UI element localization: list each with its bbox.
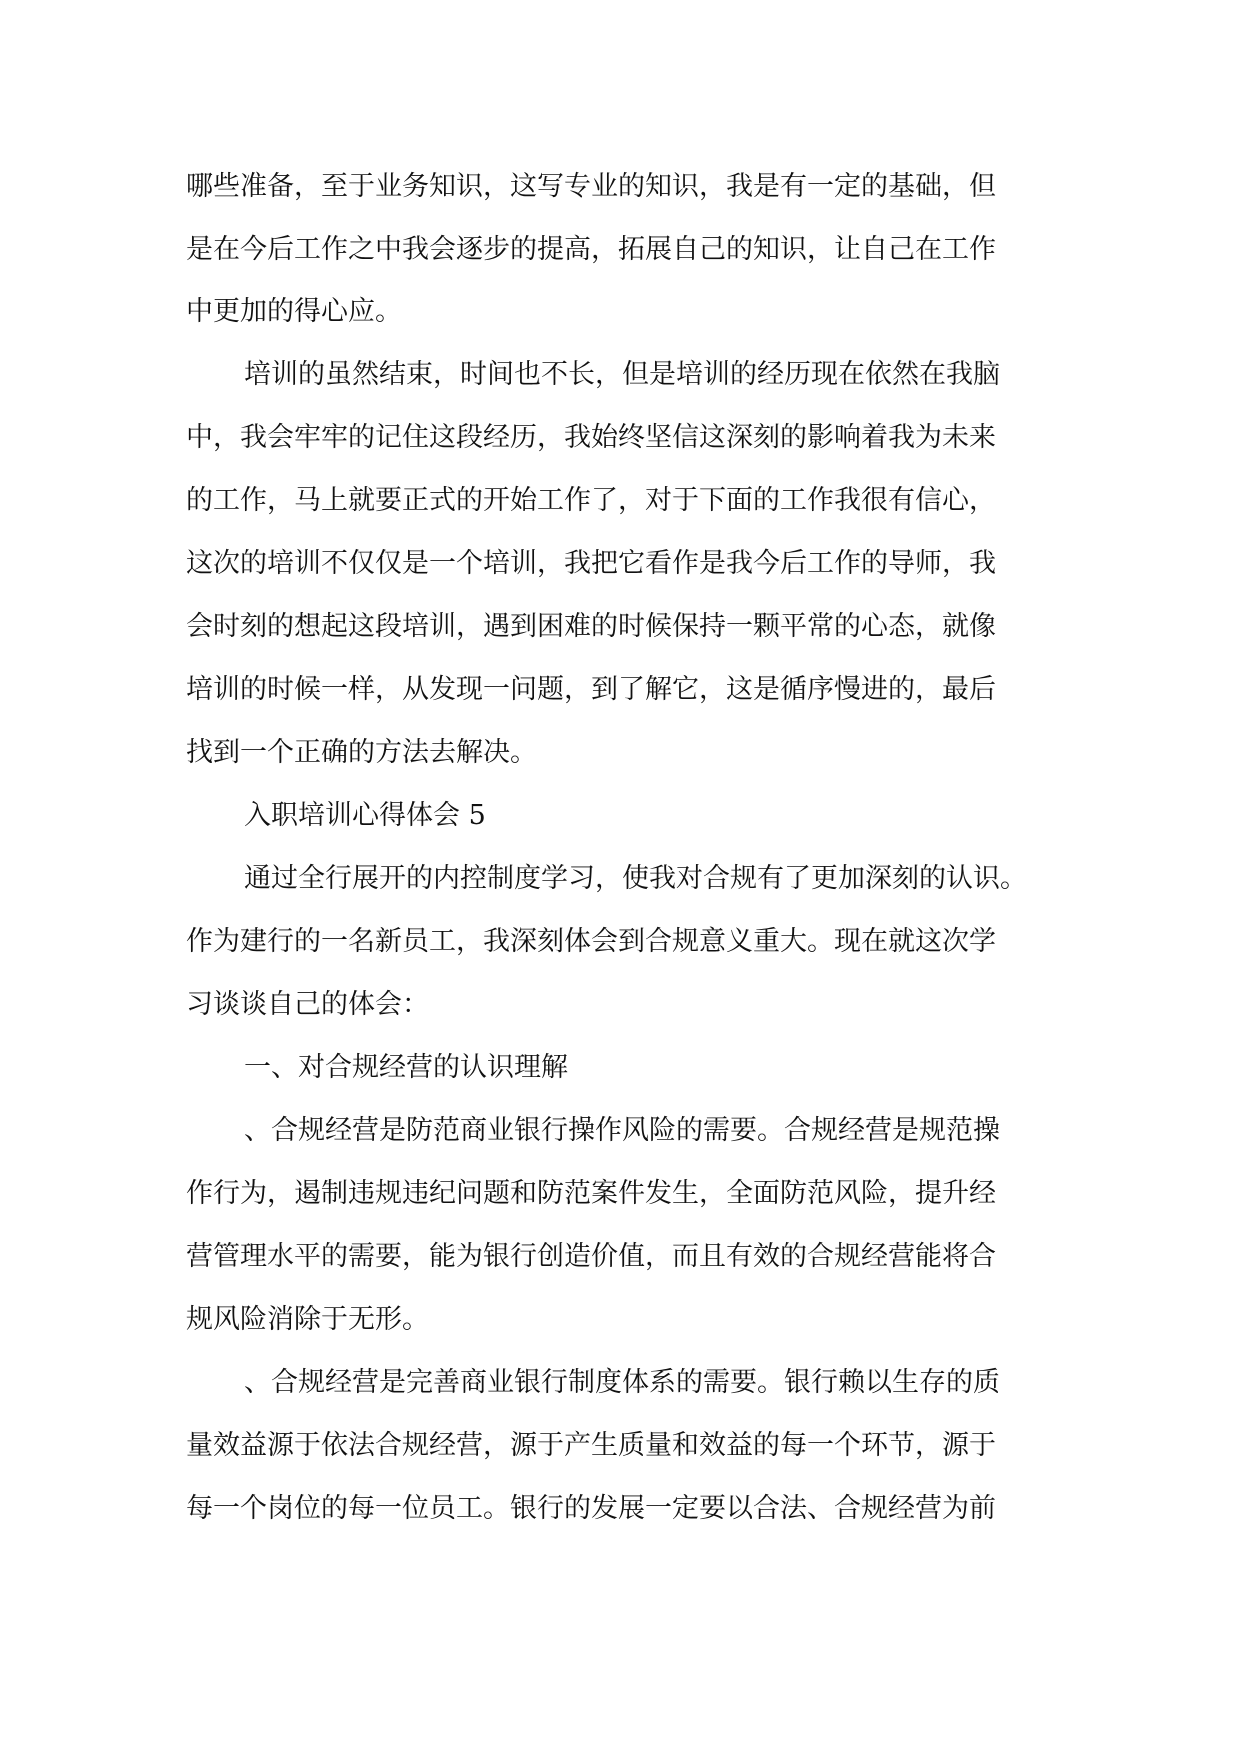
text-line: 是在今后工作之中我会逐步的提高，拓展自己的知识，让自己在工作 xyxy=(186,234,996,265)
text-line: 每一个岗位的每一位员工。银行的发展一定要以合法、合规经营为前 xyxy=(186,1493,996,1524)
paragraph-first-line: 通过全行展开的内控制度学习，使我对合规有了更加深刻的认识。 xyxy=(244,863,1027,894)
text-line: 量效益源于依法合规经营，源于产生质量和效益的每一个环节，源于 xyxy=(186,1430,996,1461)
text-line: 的工作，马上就要正式的开始工作了，对于下面的工作我很有信心， xyxy=(186,485,996,516)
text-line: 会时刻的想起这段培训，遇到困难的时候保持一颗平常的心态，就像 xyxy=(186,611,996,642)
paragraph-first-line: 、合规经营是防范商业银行操作风险的需要。合规经营是规范操 xyxy=(244,1115,1000,1146)
text-line: 作为建行的一名新员工，我深刻体会到合规意义重大。现在就这次学 xyxy=(186,926,996,957)
text-line: 中，我会牢牢的记住这段经历，我始终坚信这深刻的影响着我为未来 xyxy=(186,422,996,453)
section-heading: 入职培训心得体会 5 xyxy=(244,800,486,831)
text-line: 中更加的得心应。 xyxy=(186,296,402,327)
text-line: 规风险消除于无形。 xyxy=(186,1304,429,1335)
text-line: 营管理水平的需要，能为银行创造价值，而且有效的合规经营能将合 xyxy=(186,1241,996,1272)
text-line: 习谈谈自己的体会： xyxy=(186,989,429,1020)
text-line: 找到一个正确的方法去解决。 xyxy=(186,737,537,768)
text-line: 这次的培训不仅仅是一个培训，我把它看作是我今后工作的导师，我 xyxy=(186,548,996,579)
paragraph-first-line: 、合规经营是完善商业银行制度体系的需要。银行赖以生存的质 xyxy=(244,1367,1000,1398)
subsection-heading: 一、对合规经营的认识理解 xyxy=(244,1052,568,1083)
text-line: 培训的时候一样，从发现一问题，到了解它，这是循序慢进的，最后 xyxy=(186,674,996,705)
text-line: 哪些准备，至于业务知识，这写专业的知识，我是有一定的基础，但 xyxy=(186,171,996,202)
paragraph-first-line: 培训的虽然结束，时间也不长，但是培训的经历现在依然在我脑 xyxy=(244,359,1000,390)
text-line: 作行为，遏制违规违纪问题和防范案件发生，全面防范风险，提升经 xyxy=(186,1178,996,1209)
